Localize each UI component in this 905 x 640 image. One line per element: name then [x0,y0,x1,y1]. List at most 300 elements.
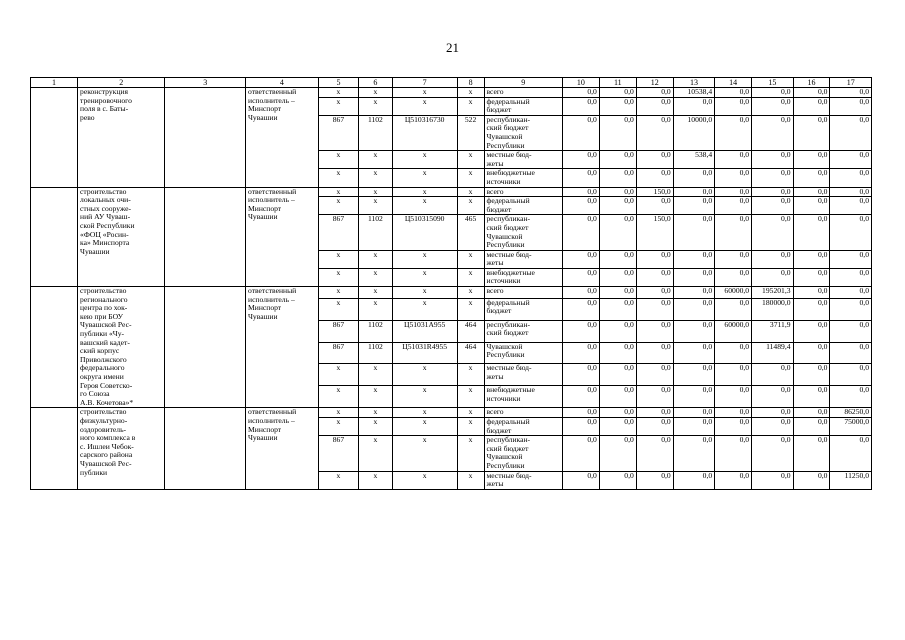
amount-cell: 0,0 [793,115,830,150]
amount-cell: 0,0 [562,320,599,342]
code-grbs: х [318,169,358,187]
funding-source: всего [484,88,562,98]
amount-cell: 0,0 [793,471,830,489]
code-section: х [359,417,393,435]
amount-cell: 0,0 [830,342,872,364]
amount-cell: 0,0 [562,169,599,187]
amount-cell: 0,0 [752,88,793,98]
amount-cell: 0,0 [793,386,830,408]
amount-cell: 0,0 [673,386,714,408]
funding-source: республикан- ский бюджет Чувашской Республики [484,115,562,150]
amount-cell: 0,0 [715,250,752,268]
amount-cell: 0,0 [715,151,752,169]
code-target: х [392,197,457,215]
amount-cell: 0,0 [793,287,830,299]
amount-cell: 0,0 [793,320,830,342]
amount-cell: 0,0 [752,364,793,386]
amount-cell: 0,0 [562,97,599,115]
amount-cell: 0,0 [562,471,599,489]
amount-cell: 0,0 [830,169,872,187]
code-section: х [359,268,393,286]
code-grbs: 867 [318,320,358,342]
funding-source: федеральный бюджет [484,197,562,215]
code-grbs: х [318,298,358,320]
column-number-row [31,78,872,88]
code-type: х [457,197,484,215]
amount-cell: 0,0 [562,187,599,197]
code-grbs: 867 [318,436,358,471]
amount-cell: 0,0 [562,298,599,320]
code-grbs: 867 [318,215,358,250]
code-grbs: х [318,408,358,418]
code-target: х [392,287,457,299]
code-grbs: х [318,268,358,286]
funding-source: внебюджетные источники [484,386,562,408]
code-grbs: х [318,88,358,98]
column-number: 2 [78,78,165,88]
amount-cell: 0,0 [562,386,599,408]
code-grbs: х [318,197,358,215]
amount-cell: 0,0 [715,97,752,115]
column-number: 16 [793,78,830,88]
measure-name: строительство регионального центра по хок- кею при БОУ Чувашской Рес- публики «Чу- вашский кадет- ский корпус Приволжского федерального округа имени Героя Советско- го Союза А.В. Кочетова»* [78,287,165,408]
amount-cell: 0,0 [673,436,714,471]
amount-cell: 0,0 [793,187,830,197]
code-type: х [457,287,484,299]
amount-cell: 60000,0 [715,287,752,299]
code-type: х [457,471,484,489]
amount-cell: 0,0 [830,268,872,286]
amount-cell: 0,0 [599,88,636,98]
measure-name: реконструкция тренировочного поля в с. Баты- рево [78,88,165,188]
amount-cell: 0,0 [830,436,872,471]
code-target: х [392,364,457,386]
amount-cell: 0,0 [793,268,830,286]
empty-cell [165,287,246,408]
executor-cell: ответственный исполнитель – Минспорт Чувашии [246,287,319,408]
code-grbs: х [318,97,358,115]
amount-cell: 0,0 [636,436,673,471]
code-type: х [457,298,484,320]
amount-cell: 538,4 [673,151,714,169]
column-number: 8 [457,78,484,88]
amount-cell: 0,0 [673,298,714,320]
amount-cell: 0,0 [673,215,714,250]
code-type: х [457,364,484,386]
amount-cell: 150,0 [636,187,673,197]
amount-cell: 0,0 [636,151,673,169]
column-number: 1 [31,78,78,88]
code-section: 1102 [359,215,393,250]
amount-cell: 0,0 [830,320,872,342]
code-type: х [457,417,484,435]
code-grbs: х [318,287,358,299]
amount-cell: 0,0 [830,88,872,98]
amount-cell: 0,0 [673,97,714,115]
code-section: х [359,97,393,115]
empty-cell [165,88,246,188]
measure-name: строительство локальных очи- стных сооруже- ний АУ Чуваш- ской Республики «ФОЦ «Росин- ка» Минспорта Чувашии [78,187,165,287]
amount-cell: 0,0 [752,197,793,215]
amount-cell: 0,0 [752,187,793,197]
executor-cell: ответственный исполнитель – Минспорт Чувашии [246,187,319,287]
amount-cell: 0,0 [793,408,830,418]
amount-cell: 0,0 [793,151,830,169]
amount-cell: 0,0 [562,215,599,250]
amount-cell: 0,0 [830,364,872,386]
code-target: Ц510316730 [392,115,457,150]
amount-cell: 0,0 [562,417,599,435]
amount-cell: 0,0 [673,364,714,386]
row-number-cell [31,187,78,287]
code-section: х [359,298,393,320]
amount-cell: 0,0 [752,115,793,150]
amount-cell: 0,0 [636,88,673,98]
code-target: х [392,97,457,115]
funding-source: федеральный бюджет [484,97,562,115]
amount-cell: 0,0 [636,115,673,150]
code-target: х [392,386,457,408]
empty-cell [165,408,246,489]
amount-cell: 0,0 [793,88,830,98]
amount-cell: 0,0 [599,250,636,268]
code-target: х [392,417,457,435]
amount-cell: 0,0 [673,169,714,187]
table-row [31,287,872,299]
column-number: 17 [830,78,872,88]
amount-cell: 0,0 [636,364,673,386]
column-number: 6 [359,78,393,88]
amount-cell: 0,0 [599,268,636,286]
amount-cell: 0,0 [793,436,830,471]
code-type: х [457,88,484,98]
code-type: х [457,436,484,471]
amount-cell: 0,0 [636,268,673,286]
amount-cell: 0,0 [715,364,752,386]
amount-cell: 0,0 [715,417,752,435]
page-number: 21 [446,40,459,55]
amount-cell: 0,0 [673,320,714,342]
row-number-cell [31,408,78,489]
amount-cell: 0,0 [599,215,636,250]
code-section: х [359,197,393,215]
amount-cell: 0,0 [830,386,872,408]
amount-cell: 0,0 [752,215,793,250]
code-target: Ц51031А955 [392,320,457,342]
amount-cell: 0,0 [636,169,673,187]
amount-cell: 0,0 [752,169,793,187]
amount-cell: 0,0 [636,287,673,299]
amount-cell: 0,0 [599,342,636,364]
amount-cell: 0,0 [562,436,599,471]
amount-cell: 0,0 [715,215,752,250]
amount-cell: 0,0 [562,287,599,299]
amount-cell: 0,0 [599,298,636,320]
amount-cell: 0,0 [599,197,636,215]
amount-cell: 0,0 [830,187,872,197]
amount-cell: 11489,4 [752,342,793,364]
table-row [31,88,872,98]
amount-cell: 0,0 [752,97,793,115]
amount-cell: 0,0 [599,320,636,342]
amount-cell: 0,0 [599,386,636,408]
amount-cell: 0,0 [562,115,599,150]
amount-cell: 0,0 [715,197,752,215]
code-target: х [392,436,457,471]
code-section: 1102 [359,115,393,150]
amount-cell: 0,0 [599,364,636,386]
funding-source: внебюджетные источники [484,169,562,187]
amount-cell: 11250,0 [830,471,872,489]
code-target: х [392,169,457,187]
code-type: х [457,97,484,115]
amount-cell: 0,0 [636,417,673,435]
amount-cell: 0,0 [599,408,636,418]
amount-cell: 0,0 [793,417,830,435]
funding-source: республикан- ский бюджет Чувашской Республики [484,215,562,250]
amount-cell: 0,0 [793,97,830,115]
column-number: 4 [246,78,319,88]
code-type: х [457,386,484,408]
amount-cell: 0,0 [830,197,872,215]
amount-cell: 10538,4 [673,88,714,98]
code-target: Ц510315090 [392,215,457,250]
amount-cell: 0,0 [830,97,872,115]
amount-cell: 0,0 [793,169,830,187]
code-type: х [457,268,484,286]
amount-cell: 0,0 [752,417,793,435]
code-target: х [392,187,457,197]
column-number: 15 [752,78,793,88]
code-grbs: х [318,386,358,408]
amount-cell: 0,0 [599,115,636,150]
executor-cell: ответственный исполнитель – Минспорт Чувашии [246,408,319,489]
code-grbs: х [318,417,358,435]
amount-cell: 0,0 [793,342,830,364]
amount-cell: 0,0 [562,268,599,286]
amount-cell: 0,0 [830,287,872,299]
code-type: х [457,151,484,169]
code-section: х [359,386,393,408]
amount-cell: 0,0 [673,197,714,215]
amount-cell: 0,0 [599,287,636,299]
amount-cell: 0,0 [599,151,636,169]
amount-cell: 0,0 [636,97,673,115]
amount-cell: 60000,0 [715,320,752,342]
amount-cell: 0,0 [830,115,872,150]
code-section: х [359,408,393,418]
column-number: 11 [599,78,636,88]
column-number: 14 [715,78,752,88]
measure-name: строительство физкультурно- оздоровитель- ного комплекса в с. Ишлеи Чебок- сарского района Чувашской Рес- публики [78,408,165,489]
funding-source: всего [484,187,562,197]
code-section: х [359,287,393,299]
code-section: х [359,471,393,489]
amount-cell: 0,0 [830,250,872,268]
code-type: х [457,408,484,418]
amount-cell: 0,0 [673,417,714,435]
amount-cell: 0,0 [752,268,793,286]
code-target: х [392,298,457,320]
funding-source: республикан- ский бюджет [484,320,562,342]
amount-cell: 0,0 [715,169,752,187]
code-target: х [392,250,457,268]
amount-cell: 195201,3 [752,287,793,299]
column-number: 13 [673,78,714,88]
code-grbs: х [318,471,358,489]
amount-cell: 0,0 [715,342,752,364]
amount-cell: 0,0 [793,250,830,268]
amount-cell: 0,0 [715,88,752,98]
amount-cell: 0,0 [715,268,752,286]
code-grbs: 867 [318,115,358,150]
amount-cell: 0,0 [715,298,752,320]
amount-cell: 10000,0 [673,115,714,150]
code-type: 522 [457,115,484,150]
code-target: х [392,408,457,418]
funding-source: местные бюд- жеты [484,471,562,489]
column-number: 7 [392,78,457,88]
amount-cell: 0,0 [793,364,830,386]
amount-cell: 0,0 [562,151,599,169]
code-grbs: х [318,187,358,197]
amount-cell: 0,0 [715,408,752,418]
amount-cell: 0,0 [673,287,714,299]
amount-cell: 0,0 [752,408,793,418]
amount-cell: 0,0 [830,151,872,169]
amount-cell: 0,0 [715,471,752,489]
amount-cell: 0,0 [636,320,673,342]
code-type: 464 [457,320,484,342]
amount-cell: 0,0 [673,342,714,364]
executor-cell: ответственный исполнитель – Минспорт Чувашии [246,88,319,188]
amount-cell: 0,0 [793,215,830,250]
table-row [31,408,872,418]
amount-cell: 0,0 [599,187,636,197]
code-section: х [359,151,393,169]
amount-cell: 0,0 [673,268,714,286]
amount-cell: 0,0 [562,88,599,98]
amount-cell: 0,0 [636,250,673,268]
code-type: 465 [457,215,484,250]
budget-table [30,77,872,490]
code-type: х [457,169,484,187]
amount-cell: 0,0 [793,197,830,215]
amount-cell: 0,0 [636,342,673,364]
amount-cell: 0,0 [599,436,636,471]
amount-cell: 0,0 [752,386,793,408]
code-section: 1102 [359,320,393,342]
amount-cell: 0,0 [715,187,752,197]
funding-source: местные бюд- жеты [484,151,562,169]
code-target: х [392,88,457,98]
amount-cell: 0,0 [752,151,793,169]
funding-source: всего [484,287,562,299]
column-number: 12 [636,78,673,88]
code-section: х [359,250,393,268]
funding-source: республикан- ский бюджет Чувашской Республики [484,436,562,471]
code-section: х [359,187,393,197]
column-number: 10 [562,78,599,88]
amount-cell: 0,0 [599,471,636,489]
amount-cell: 0,0 [830,215,872,250]
column-number: 9 [484,78,562,88]
code-type: х [457,187,484,197]
code-section: х [359,88,393,98]
amount-cell: 0,0 [599,169,636,187]
amount-cell: 0,0 [562,197,599,215]
table-row [31,187,872,197]
row-number-cell [31,287,78,408]
amount-cell: 0,0 [752,471,793,489]
amount-cell: 0,0 [562,364,599,386]
code-grbs: 867 [318,342,358,364]
funding-source: внебюджетные источники [484,268,562,286]
funding-source: местные бюд- жеты [484,364,562,386]
code-section: х [359,436,393,471]
amount-cell: 0,0 [752,250,793,268]
amount-cell: 0,0 [715,436,752,471]
amount-cell: 0,0 [636,408,673,418]
amount-cell: 3711,9 [752,320,793,342]
amount-cell: 0,0 [830,298,872,320]
funding-source: всего [484,408,562,418]
amount-cell: 0,0 [599,417,636,435]
amount-cell: 0,0 [562,342,599,364]
code-section: х [359,364,393,386]
amount-cell: 180000,0 [752,298,793,320]
code-type: х [457,250,484,268]
row-number-cell [31,88,78,188]
amount-cell: 0,0 [673,408,714,418]
code-target: Ц51031R4955 [392,342,457,364]
amount-cell: 0,0 [599,97,636,115]
code-target: х [392,151,457,169]
amount-cell: 0,0 [636,197,673,215]
code-grbs: х [318,364,358,386]
amount-cell: 0,0 [715,115,752,150]
amount-cell: 0,0 [673,471,714,489]
code-type: 464 [457,342,484,364]
amount-cell: 0,0 [636,471,673,489]
column-number: 5 [318,78,358,88]
code-grbs: х [318,151,358,169]
column-number: 3 [165,78,246,88]
funding-source: местные бюд- жеты [484,250,562,268]
amount-cell: 0,0 [636,298,673,320]
amount-cell: 86250,0 [830,408,872,418]
code-target: х [392,268,457,286]
amount-cell: 0,0 [562,408,599,418]
amount-cell: 0,0 [715,386,752,408]
amount-cell: 150,0 [636,215,673,250]
amount-cell: 0,0 [673,187,714,197]
amount-cell: 0,0 [793,298,830,320]
funding-source: Чувашской Республики [484,342,562,364]
funding-source: федеральный бюджет [484,298,562,320]
funding-source: федеральный бюджет [484,417,562,435]
code-grbs: х [318,250,358,268]
code-target: х [392,471,457,489]
code-section: 1102 [359,342,393,364]
empty-cell [165,187,246,287]
amount-cell: 0,0 [673,250,714,268]
code-section: х [359,169,393,187]
amount-cell: 0,0 [636,386,673,408]
amount-cell: 0,0 [752,436,793,471]
amount-cell: 75000,0 [830,417,872,435]
amount-cell: 0,0 [562,250,599,268]
